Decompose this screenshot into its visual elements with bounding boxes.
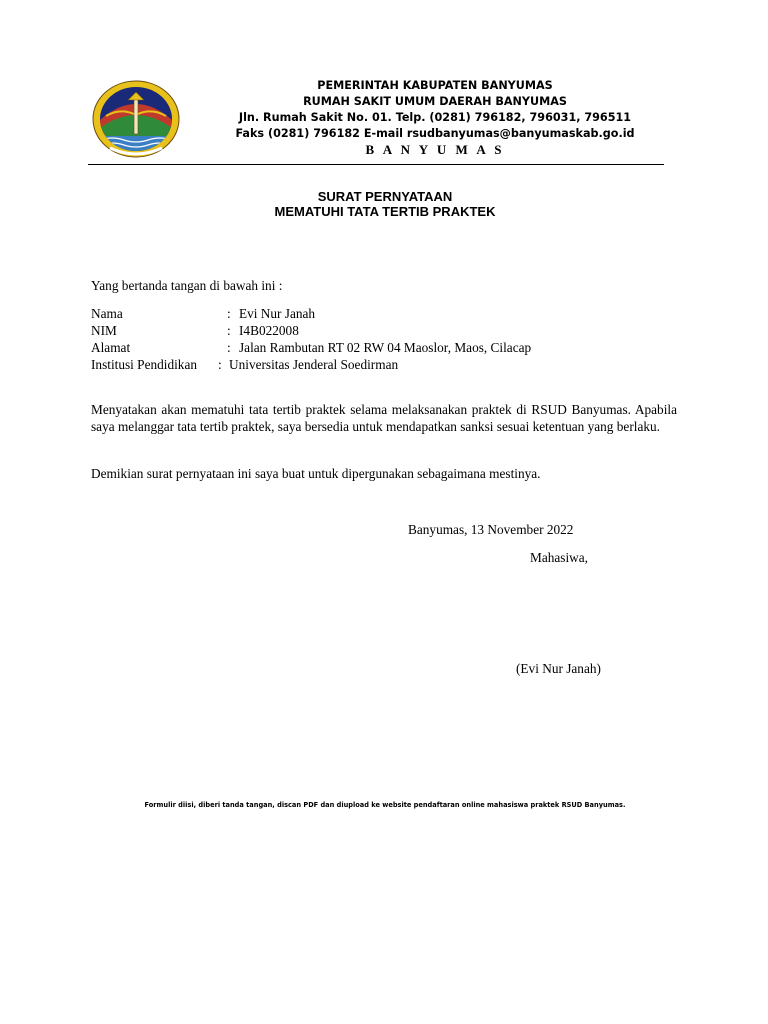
field-colon: : (227, 340, 231, 355)
banyumas-regency-seal-icon (92, 80, 180, 158)
footnote: Formulir diisi, diberi tanda tangan, discan PDF dan diupload ke website pendaftaran online mahasiswa praktek RSUD Banyumas. (144, 801, 626, 809)
field-colon: : (227, 306, 231, 321)
field-colon: : (227, 323, 231, 338)
field-label: NIM (91, 323, 117, 338)
letterhead-address: Jln. Rumah Sakit No. 01. Telp. (0281) 796182, 796031, 796511 (238, 111, 632, 124)
title-line-2: MEMATUHI TATA TERTIB PRAKTEK (274, 204, 496, 219)
field-label: Nama (91, 306, 123, 321)
place-date: Banyumas, 13 November 2022 (408, 522, 574, 537)
closing-paragraph: Demikian surat pernyataan ini saya buat untuk dipergunakan sebagaimana mestinya. (91, 466, 541, 481)
field-value: Jalan Rambutan RT 02 RW 04 Maoslor, Maos, Cilacap (239, 340, 532, 355)
letterhead (200, 78, 670, 158)
field-label: Institusi Pendidikan (91, 357, 198, 372)
signer-role: Mahasiwa, (530, 550, 588, 565)
field-value: I4B022008 (239, 323, 299, 338)
title-line-1: SURAT PERNYATAAN (317, 189, 453, 204)
field-label: Alamat (91, 340, 131, 355)
field-value: Evi Nur Janah (239, 306, 316, 321)
letterhead-city: B A N Y U M A S (365, 142, 505, 157)
field-colon: : (218, 357, 222, 372)
letterhead-hospital: RUMAH SAKIT UMUM DAERAH BANYUMAS (303, 95, 567, 108)
intro-text: Yang bertanda tangan di bawah ini : (91, 278, 283, 293)
signer-name: (Evi Nur Janah) (516, 661, 601, 676)
letterhead-contact: Faks (0281) 796182 E-mail rsudbanyumas@banyumaskab.go.id (235, 127, 635, 140)
document-title (185, 189, 585, 219)
letterhead-government: PEMERINTAH KABUPATEN BANYUMAS (317, 79, 553, 92)
letterhead-divider (88, 164, 664, 165)
statement-paragraph: Menyatakan akan mematuhi tata tertib praktek selama melaksanakan praktek di RSUD Banyumas. Apabila saya melanggar tata tertib praktek, saya bersedia untuk mendapatkan sanksi sesuai ketentuan yang berlaku. (91, 402, 677, 434)
field-value: Universitas Jenderal Soedirman (229, 357, 399, 372)
